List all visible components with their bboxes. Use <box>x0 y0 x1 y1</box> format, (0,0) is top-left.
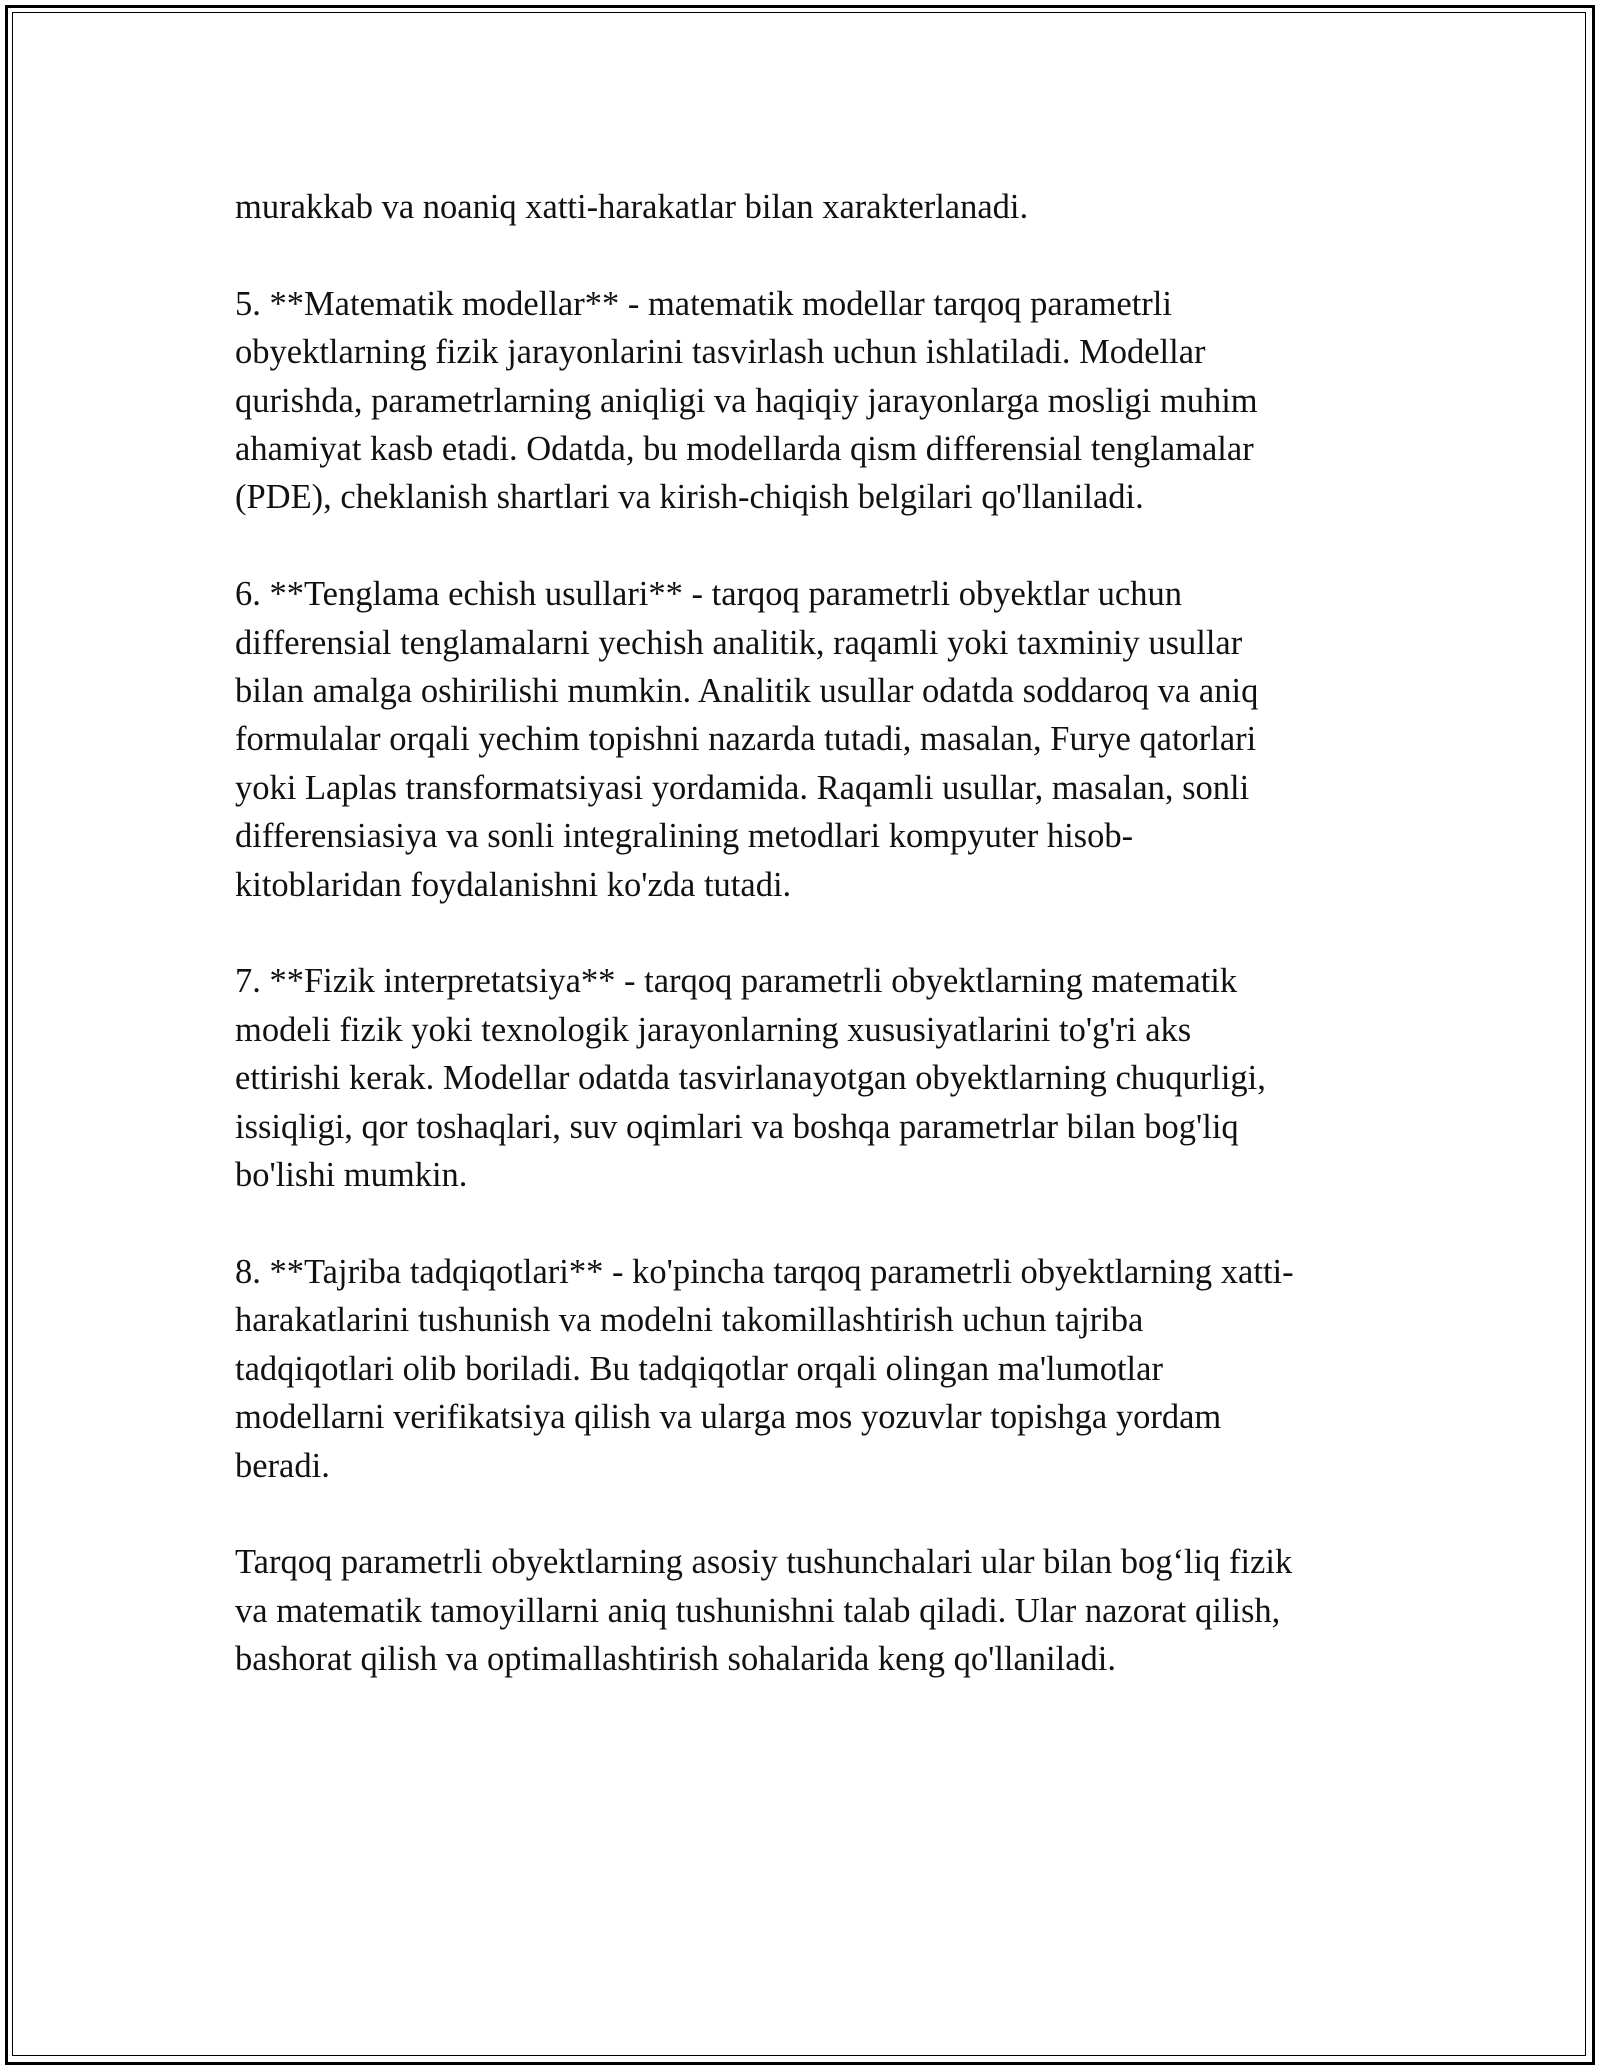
paragraph-fizik-interpretatsiya <box>235 957 1370 1199</box>
text-line: ettirishi kerak. Modellar odatda tasvirlanayotgan obyektlarning chuqurligi, <box>235 1059 1266 1098</box>
text-line: 8. **Tajriba tadqiqotlari** - ko'pincha tarqoq parametrli obyektlarning xatti- <box>235 1252 1294 1291</box>
text-line: yoki Laplas transformatsiyasi yordamida. Raqamli usullar, masalan, sonli <box>235 768 1250 807</box>
text-line: modeli fizik yoki texnologik jarayonlarning xususiyatlarini to'g'ri aks <box>235 1010 1192 1049</box>
text-line: issiqligi, qor toshaqlari, suv oqimlari va boshqa parametrlar bilan bog'liq <box>235 1107 1239 1146</box>
text-line: formulalar orqali yechim topishni nazarda tutadi, masalan, Furye qatorlari <box>235 720 1257 759</box>
text-line: tadqiqotlari olib boriladi. Bu tadqiqotlar orqali olingan ma'lumotlar <box>235 1349 1163 1388</box>
paragraph-tenglama-echish-usullari <box>235 570 1370 909</box>
text-line: kitoblaridan foydalanishni ko'zda tutadi. <box>235 865 792 904</box>
text-line: bilan amalga oshirilishi mumkin. Analitik usullar odatda soddaroq va aniq <box>235 672 1259 711</box>
text-line: harakatlarini tushunish va modelni takomillashtirish uchun tajriba <box>235 1301 1144 1340</box>
text-line: (PDE), cheklanish shartlari va kirish-chiqish belgilari qo'llaniladi. <box>235 478 1144 517</box>
text-line: 7. **Fizik interpretatsiya** - tarqoq parametrli obyektlarning matematik <box>235 962 1238 1001</box>
text-line: obyektlarning fizik jarayonlarini tasvirlash uchun ishlatiladi. Modellar <box>235 333 1206 372</box>
text-line: Tarqoq parametrli obyektlarning asosiy tushunchalari ular bilan bog‘liq fizik <box>235 1543 1293 1582</box>
paragraph-conclusion <box>235 1538 1370 1683</box>
text-line: qurishda, parametrlarning aniqligi va haqiqiy jarayonlarga mosligi muhim <box>235 381 1258 420</box>
paragraph-matematik-modellar <box>235 280 1370 522</box>
text-line: differensial tenglamalarni yechish analitik, raqamli yoki taxminiy usullar <box>235 623 1243 662</box>
text-line: beradi. <box>235 1446 330 1485</box>
text-line: bashorat qilish va optimallashtirish sohalarida keng qo'llaniladi. <box>235 1640 1116 1679</box>
text-line: bo'lishi mumkin. <box>235 1156 468 1195</box>
text-line: 6. **Tenglama echish usullari** - tarqoq parametrli obyektlar uchun <box>235 575 1182 614</box>
paragraph-tajriba-tadqiqotlari <box>235 1248 1370 1490</box>
document-body <box>235 183 1370 1732</box>
text-line: murakkab va noaniq xatti-harakatlar bilan xarakterlanadi. <box>235 188 1029 226</box>
text-line: modellarni verifikatsiya qilish va ularga mos yozuvlar topishga yordam <box>235 1398 1222 1437</box>
text-line: 5. **Matematik modellar** - matematik modellar tarqoq parametrli <box>235 284 1172 323</box>
text-line: va matematik tamoyillarni aniq tushunishni talab qiladi. Ular nazorat qilish, <box>235 1591 1281 1630</box>
paragraph-continuation <box>235 183 1370 231</box>
text-line: ahamiyat kasb etadi. Odatda, bu modellarda qism differensial tenglamalar <box>235 430 1254 469</box>
text-line: differensiasiya va sonli integralining metodlari kompyuter hisob- <box>235 817 1134 856</box>
